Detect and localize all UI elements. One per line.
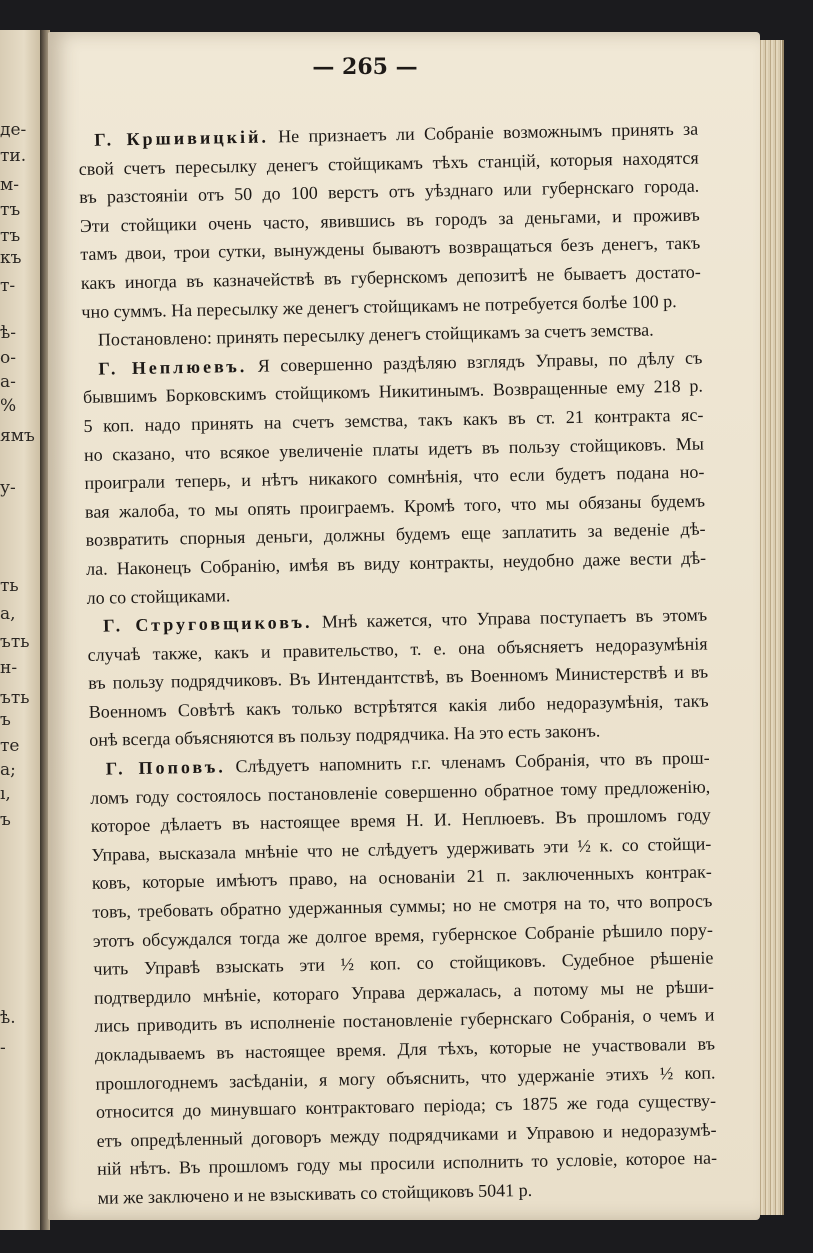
line-text: ми же заключено и не взыскивать со стойщиковъ 5041 р. — [97, 1179, 533, 1208]
left-page-fragment: ямъ — [0, 426, 35, 446]
left-page-fragment: а, — [0, 604, 16, 624]
left-page-fragment: ть — [0, 576, 19, 596]
page-body-text — [78, 115, 718, 1213]
left-page-fragment: о- — [0, 348, 16, 368]
line-text: относится до минувшаго контрактоваго періода; съ 1875 же года существу- — [95, 1090, 717, 1123]
line-text: Управа, высказала мнѣніе что не слѣдуетъ удерживать эти ½ к. со стойщи- — [91, 833, 712, 865]
line-text: товъ, требовать обратно удержанныя суммы; но не смотря на то, что вопросъ — [92, 890, 713, 922]
line-text: ло со стойщиками. — [86, 584, 231, 608]
left-page-fragment: % — [0, 396, 17, 416]
left-page-fragment: тъ — [0, 200, 21, 220]
left-page-fragment: н- — [0, 658, 18, 678]
left-page-fragment: ъть — [0, 632, 30, 652]
line-text: докладываемъ въ настоящее время. Для тѣхъ, которые не участвовали въ — [94, 1033, 716, 1065]
line-text: возвратить спорныя деньги, должны будемъ еще заплатить за веденіе дѣ- — [85, 518, 706, 551]
left-page-fragment: ѣ. — [0, 1008, 16, 1028]
speaker-name: Г. Струговщиковъ. — [102, 611, 313, 636]
speaker-name: Г. Неплюевъ. — [98, 355, 248, 379]
line-text: подтвердило мнѣніе, котораго Управа держалась, а потому мы не рѣши- — [93, 976, 715, 1008]
page-stack-edge — [758, 40, 784, 1215]
line-text: етъ опредѣленный договоръ между подрядчиками и Управою и недоразумѣ- — [96, 1119, 717, 1151]
line-text: Я совершенно раздѣляю взглядъ Управы, по дѣлу съ — [247, 347, 703, 376]
left-page-fragment: те — [0, 736, 20, 756]
line-text: проиграли теперь, и нѣтъ никакого сомнѣнія, что если будетъ подана но- — [84, 461, 705, 494]
line-text: но сказано, что всякое увеличеніе платы идетъ въ пользу стойщиковъ. Мы — [83, 433, 705, 465]
line-text: Слѣдуетъ напомнить г.г. членамъ Собранія, что въ прош- — [225, 747, 710, 777]
line-text: прошлогоднемъ засѣданіи, я могу объяснить, что удержаніе этихъ ½ коп. — [95, 1062, 716, 1094]
left-page-fragment: ъть — [0, 688, 30, 708]
left-page-fragment: ъ — [0, 710, 11, 730]
left-page-fragment: - — [0, 1038, 6, 1058]
line-text: этотъ обсуждался тогда же долгое время, губернское Собраніе рѣшило пору- — [92, 919, 714, 951]
line-text: которое дѣлаетъ въ настоящее время Н. И. Неплюевъ. Въ прошломъ году — [90, 804, 711, 837]
left-page-fragment: ъ — [0, 810, 11, 830]
line-text: ла. Наконецъ Собранію, имѣя въ виду контракты, неудобно даже вести дѣ- — [85, 547, 707, 579]
line-text: бывшимъ Борковскимъ стойщикомъ Никитинымъ. Возвращенные ему 218 р. — [82, 375, 704, 408]
left-page-fragment: ти. — [0, 146, 27, 166]
line-text: вая жалоба, то мы опять проиграемъ. Кромѣ того, что мы обязаны будемъ — [84, 490, 706, 522]
line-text: Военномъ Совѣтѣ какъ только встрѣтятся какія либо недоразумѣнія, такъ — [88, 690, 709, 722]
line-text: ковъ, которые имѣютъ право, на основаніи 21 п. заключенныхъ контрак- — [91, 861, 712, 894]
speaker-name: Г. Кршивицкій. — [94, 126, 270, 150]
line-text: ній нѣтъ. Въ прошломъ году мы просили исполнить то условіе, которое на- — [96, 1147, 718, 1180]
left-page-fragment: т- — [0, 276, 16, 296]
left-page-edge — [0, 30, 40, 1230]
line-text: тамъ двои, трои сутки, вынуждены бываютъ возвращаться безъ денегъ, такъ — [80, 232, 701, 265]
line-text: онѣ всегда объясняются въ пользу подрядчика. На это есть законъ. — [89, 721, 601, 751]
line-text: въ пользу подрядчиковъ. Въ Интендантствѣ, въ Военномъ Министерствѣ и въ — [88, 661, 709, 694]
left-page-fragment: у- — [0, 478, 16, 498]
line-text: чить Управѣ взыскать эти ½ коп. со стойщиковъ. Судебное рѣшеніе — [93, 947, 714, 980]
line-text: чно суммъ. На пересылку же денегъ стойщикамъ не потребуется болѣе 100 р. — [81, 290, 677, 322]
line-text: лись приводить въ исполненіе постановленіе губернскаго Собранія, о чемъ и — [94, 1004, 715, 1037]
line-text: Не признаетъ ли Собраніе возможнымъ принять за — [268, 118, 699, 147]
line-text: ломъ году состоялось постановленіе совершенно обратное тому предложенію, — [90, 776, 711, 808]
left-page-fragment: тъ — [0, 226, 21, 246]
left-page-fragment: а- — [0, 372, 16, 392]
line-text: Мнѣ кажется, что Управа поступаетъ въ этомъ — [312, 604, 708, 632]
left-page-fragment: де- — [0, 120, 27, 140]
left-page-fragment: а; — [0, 760, 16, 780]
line-text: случаѣ также, какъ и правительство, т. е. она объясняетъ недоразумѣнія — [87, 633, 708, 665]
left-page-fragment: къ — [0, 248, 22, 268]
line-text: свой счетъ пересылку денегъ стойщикамъ тѣхъ станцій, которыя находятся — [78, 147, 699, 179]
line-text: какъ иногда въ казначействѣ въ губернскомъ депозитѣ не бываетъ достато- — [80, 261, 701, 293]
line-text: 5 коп. надо принять на счетъ земства, такъ какъ въ ст. 21 контракта яс- — [83, 404, 704, 436]
line-text: Эти стойщики очень часто, явившись въ городъ за деньгами, и проживъ — [79, 204, 700, 236]
speaker-name: Г. Поповъ. — [105, 756, 226, 779]
left-page-fragment: ѣ- — [0, 323, 16, 343]
page-number: — 265 — — [312, 54, 418, 80]
line-text: въ разстояніи отъ 50 до 100 верстъ отъ уѣзднаго или губернскаго города. — [79, 175, 700, 208]
left-page-fragment: м- — [0, 175, 19, 195]
line-text: Постановлено: принять пересылку денегъ стойщикамъ за счетъ земства. — [97, 319, 654, 350]
left-page-fragment: ı, — [0, 784, 11, 804]
